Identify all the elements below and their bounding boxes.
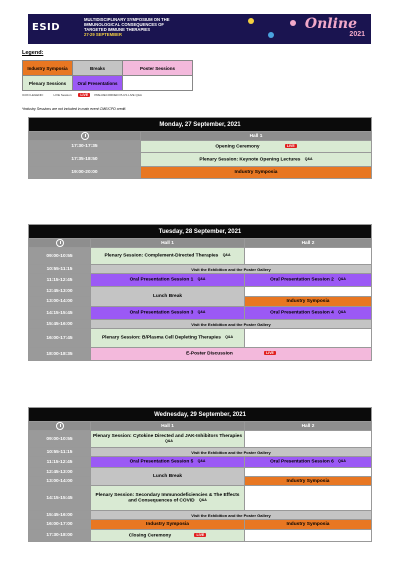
time-slot: 14:15-15:45 — [29, 486, 91, 511]
qa-icon: Q&A — [338, 277, 346, 282]
banner-line-1: MULTIDISCIPLINARY SYMPOSIUM ON THE — [84, 17, 170, 22]
session-title: Oral Presentation Session 4 — [270, 310, 334, 316]
legend-title: Legend: — [22, 50, 44, 56]
time-slot: 19:00-20:00 — [29, 167, 141, 179]
legend-plenary: Plenary Sessions — [23, 76, 73, 91]
session-title: Oral Presentation Session 5 — [129, 459, 194, 465]
time-slot: 11:15-12:45 — [29, 274, 91, 287]
online-year: 2021 — [349, 31, 365, 38]
session-cell[interactable] — [91, 431, 245, 448]
time-slot: 13:00-14:00 — [29, 297, 91, 307]
time-slot: 09:00-10:55 — [29, 431, 91, 448]
qa-icon: Q&A — [197, 310, 206, 315]
time-slot: 16:00-17:45 — [29, 329, 91, 348]
poster-session-cell[interactable] — [91, 348, 372, 361]
esid-logo: ESID — [32, 22, 61, 33]
session-cell[interactable] — [91, 274, 245, 287]
banner-dates: 27-29 SEPTEMBER — [84, 32, 122, 37]
time-header — [29, 239, 91, 248]
session-cell[interactable] — [91, 307, 245, 320]
session-cell[interactable]: Industry Symposia — [91, 520, 245, 530]
time-slot: 10:55-11:15 — [29, 448, 91, 457]
qa-icon: Q&A — [198, 497, 207, 502]
hall-2-header: Hall 2 — [245, 239, 372, 248]
banner-line-2: IMMUNOLOGICAL CONSEQUENCES OF — [84, 22, 164, 27]
session-cell[interactable]: Industry Symposia — [141, 167, 372, 179]
time-header — [29, 422, 91, 431]
session-title: Closing Ceremony — [128, 533, 172, 539]
decorative-dot-icon — [268, 32, 274, 38]
session-cell[interactable] — [91, 457, 245, 468]
schedule-monday — [28, 117, 372, 179]
live-badge-icon: LIVE — [80, 93, 89, 98]
time-slot: 17:30-18:00 — [29, 530, 91, 542]
time-slot: 11:15-12:45 — [29, 457, 91, 468]
session-title: Plenary Session: B/Plasma Cell Depleting Therapies — [101, 335, 221, 341]
session-cell[interactable] — [91, 248, 245, 265]
icon-legend-recorded: PRE-RECORDED PLUS LIVE Q&A — [94, 93, 142, 97]
live-badge-icon: LIVE — [196, 532, 205, 537]
session-cell[interactable] — [141, 153, 372, 167]
session-title: Plenary Session: Complement-Directed Therapies — [104, 253, 219, 259]
session-cell[interactable]: Industry Symposia — [245, 520, 372, 530]
event-banner — [28, 14, 371, 44]
hall-1-header: Hall 1 — [91, 422, 245, 431]
session-title: Plenary Session: Cytokine Directed and JAK-Inhibitors Therapies — [92, 433, 242, 439]
time-slot: 14:15-15:45 — [29, 307, 91, 320]
icon-legend-title: ICON LEGEND: — [22, 93, 44, 97]
time-slot: 16:00-17:00 — [29, 520, 91, 530]
time-header — [29, 132, 141, 141]
live-badge-icon: LIVE — [286, 143, 295, 148]
time-slot: 17:30-17:35 — [29, 141, 141, 153]
session-title: Oral Presentation Session 2 — [270, 277, 334, 283]
session-title: Oral Presentation Session 6 — [270, 459, 334, 465]
session-title: Oral Presentation Session 1 — [129, 277, 194, 283]
decorative-dot-icon — [290, 20, 296, 26]
decorative-dot-icon — [248, 18, 254, 24]
icon-legend-live: LIVE Session — [53, 93, 72, 97]
session-title: E-Poster Discussion — [186, 351, 233, 357]
legend-table — [22, 60, 193, 91]
session-cell[interactable] — [245, 307, 372, 320]
time-slot: 10:55-11:15 — [29, 265, 91, 274]
hall-1-header: Hall 1 — [91, 239, 245, 248]
lunch-break: Lunch Break — [91, 287, 245, 307]
qa-icon: Q&A — [222, 253, 231, 258]
session-cell[interactable] — [141, 141, 372, 153]
industry-note: *Industry Sessions are not included in main event CME/CPD credit. — [22, 107, 127, 111]
qa-icon: Q&A — [338, 459, 346, 464]
session-cell[interactable] — [245, 457, 372, 468]
time-slot: 15:45-16:00 — [29, 320, 91, 329]
time-slot: 12:45-13:00 — [29, 287, 91, 297]
qa-icon: Q&A — [197, 459, 206, 464]
time-slot: 13:00-14:00 — [29, 477, 91, 486]
icon-legend — [22, 93, 142, 97]
session-cell[interactable] — [245, 274, 372, 287]
banner-text — [84, 17, 234, 37]
legend-poster: Poster Sessions — [123, 61, 193, 76]
session-cell[interactable] — [91, 530, 245, 542]
qa-icon: Q&A — [165, 438, 173, 443]
time-slot: 17:35-18:50 — [29, 153, 141, 167]
time-slot: 18:00-18:35 — [29, 348, 91, 361]
qa-icon: Q&A — [338, 310, 346, 315]
time-slot: 12:45-13:00 — [29, 468, 91, 477]
clock-icon — [56, 422, 64, 430]
break-cell: Visit the Exhibition and the Poster Gallery — [91, 448, 372, 457]
day-title: Monday, 27 September, 2021 — [29, 118, 372, 132]
qa-icon: Q&A — [225, 335, 234, 340]
session-title: Oral Presentation Session 3 — [129, 310, 194, 316]
session-title: Plenary Session: Secondary Immunodeficiencies & The Effects and Consequences of COVID — [95, 492, 240, 504]
day-title: Wednesday, 29 September, 2021 — [29, 408, 372, 422]
session-cell[interactable] — [91, 329, 245, 348]
schedule-wednesday — [28, 407, 372, 542]
lunch-break: Lunch Break — [91, 468, 245, 486]
break-cell: Visit the Exhibition and the Poster Gallery — [91, 320, 372, 329]
break-cell: Visit the Exhibition and the Poster Gallery — [91, 511, 372, 520]
session-cell[interactable]: Industry Symposia — [245, 297, 372, 307]
session-cell[interactable] — [91, 486, 245, 511]
session-title: Opening Ceremony — [215, 144, 260, 150]
qa-icon: Q&A — [197, 277, 206, 282]
legend-breaks: Breaks — [73, 61, 123, 76]
live-badge-icon: LIVE — [266, 351, 274, 356]
legend-industry: Industry Symposia — [23, 61, 73, 76]
session-title: Plenary Session: Keynote Opening Lectures — [199, 157, 301, 163]
banner-line-3: TARGETED IMMUNE THERAPIES — [84, 27, 150, 32]
break-cell: Visit the Exhibition and the Poster Gallery — [91, 265, 372, 274]
session-cell[interactable]: Industry Symposia — [245, 477, 372, 486]
clock-icon — [81, 132, 89, 140]
time-slot: 09:00-10:55 — [29, 248, 91, 265]
clock-icon — [56, 239, 64, 247]
legend-oral: Oral Presentations — [73, 76, 123, 91]
day-title: Tuesday, 28 September, 2021 — [29, 225, 372, 239]
qa-icon: Q&A — [304, 156, 313, 161]
hall-2-header: Hall 2 — [245, 422, 372, 431]
hall-1-header: Hall 1 — [141, 132, 372, 141]
schedule-tuesday — [28, 224, 372, 361]
online-wordmark: Online — [304, 16, 357, 32]
time-slot: 15:45-16:00 — [29, 511, 91, 520]
